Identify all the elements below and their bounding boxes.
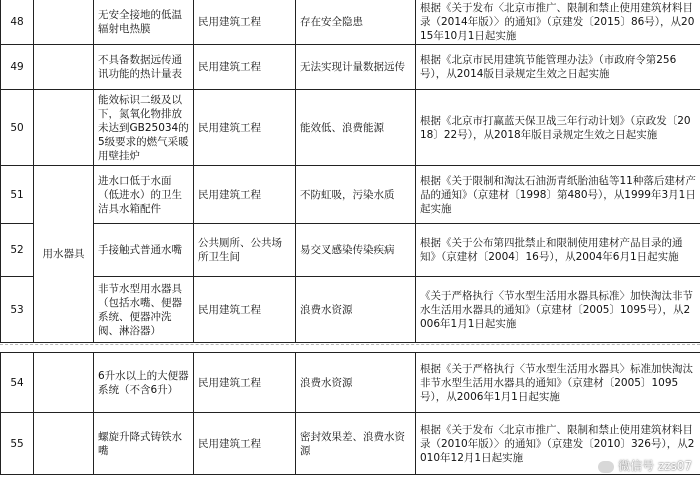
- reason-cell: 浪费水资源: [296, 353, 416, 413]
- category-cell-blank: [34, 0, 94, 45]
- wechat-icon: [598, 461, 614, 473]
- category-cell-blank: [34, 90, 94, 166]
- reason-cell: 不防虹吸，污染水质: [296, 166, 416, 224]
- regulation-table-lower: [0, 352, 700, 475]
- table-row: [1, 353, 700, 413]
- basis-cell: 根据《北京市打赢蓝天保卫战三年行动计划》（京政发〔2018〕22号），从2018年版目录规定生效之日起实施: [416, 90, 700, 166]
- product-name: 非节水型用水器具（包括水嘴、便器系统、便器冲洗阀、淋浴器）: [94, 277, 194, 343]
- scope-cell: 公共厕所、公共场所卫生间: [194, 224, 296, 277]
- reason-cell: 浪费水资源: [296, 277, 416, 343]
- table-row: [1, 45, 700, 90]
- table-row: [1, 224, 700, 277]
- product-name: 进水口低于水面（低进水）的卫生洁具水箱配件: [94, 166, 194, 224]
- row-number: 55: [1, 413, 34, 475]
- reason-cell: 无法实现计量数据远传: [296, 45, 416, 90]
- watermark-text: 微信号 zzs07: [618, 459, 692, 473]
- basis-cell: 《关于严格执行〈节水型生活用水器具标准〉加快淘汰非节水生活用水器具的通知》（京建材〔2005〕1095号），从2006年1月1日起实施: [416, 277, 700, 343]
- reason-cell: 能效低、浪费能源: [296, 90, 416, 166]
- table-row: [1, 413, 700, 475]
- product-name: 6升水以上的大便器系统（不含6升）: [94, 353, 194, 413]
- table-row: [1, 0, 700, 45]
- table-row: [1, 90, 700, 166]
- table-row: [1, 166, 700, 224]
- basis-cell: 根据《关于限制和淘汰石油沥青纸胎油毡等11种落后建材产品的通知》（京建材〔1998〕第480号），从1999年3月1日起实施: [416, 166, 700, 224]
- reason-cell: 密封效果差、浪费水资源: [296, 413, 416, 475]
- scope-cell: 民用建筑工程: [194, 45, 296, 90]
- reason-cell: 易交叉感染传染疾病: [296, 224, 416, 277]
- row-number: 49: [1, 45, 34, 90]
- basis-cell: 根据《关于严格执行〈节水型生活用水器具〉标准加快淘汰非节水型生活用水器具的通知》（京建材〔2005〕1095号），从2006年1月1日起实施: [416, 353, 700, 413]
- scope-cell: 民用建筑工程: [194, 413, 296, 475]
- watermark: [598, 457, 692, 474]
- product-name: 无安全接地的低温辐射电热膜: [94, 0, 194, 45]
- scope-cell: 民用建筑工程: [194, 277, 296, 343]
- category-cell-blank: [34, 353, 94, 413]
- row-number: 53: [1, 277, 34, 343]
- scope-cell: 民用建筑工程: [194, 0, 296, 45]
- basis-cell: 根据《关于公布第四批禁止和限制使用建材产品目录的通知》（京建材〔2004〕16号），从2004年6月1日起实施: [416, 224, 700, 277]
- basis-cell: 根据《关于发布〈北京市推广、限制和禁止使用建筑材料目录（2010年版）〉的通知》（京建发〔2010〕326号），从2010年12月1日起实施: [416, 413, 700, 475]
- product-name: 螺旋升降式铸铁水嘴: [94, 413, 194, 475]
- scope-cell: 民用建筑工程: [194, 166, 296, 224]
- product-name: 不具备数据远传通讯功能的热计量表: [94, 45, 194, 90]
- category-cell-blank: [34, 45, 94, 90]
- row-number: 51: [1, 166, 34, 224]
- product-name: 能效标识二级及以下，氮氧化物排放未达到GB25034的5级要求的燃气采暖用壁挂炉: [94, 90, 194, 166]
- category-cell-blank: [34, 413, 94, 475]
- row-number: 50: [1, 90, 34, 166]
- scope-cell: 民用建筑工程: [194, 90, 296, 166]
- product-name: 手接触式普通水嘴: [94, 224, 194, 277]
- basis-cell: 根据《北京市民用建筑节能管理办法》（市政府令第256号），从2014版目录规定生效之日起实施: [416, 45, 700, 90]
- scope-cell: 民用建筑工程: [194, 353, 296, 413]
- reason-cell: 存在安全隐患: [296, 0, 416, 45]
- row-number: 54: [1, 353, 34, 413]
- table-row: [1, 277, 700, 343]
- row-number: 52: [1, 224, 34, 277]
- basis-cell: 根据《关于发布〈北京市推广、限制和禁止使用建筑材料目录（2014年版）〉的通知》（京建发〔2015〕86号），从2015年10月1日起实施: [416, 0, 700, 45]
- row-number: 48: [1, 0, 34, 45]
- category-cell: 用水器具: [34, 166, 94, 343]
